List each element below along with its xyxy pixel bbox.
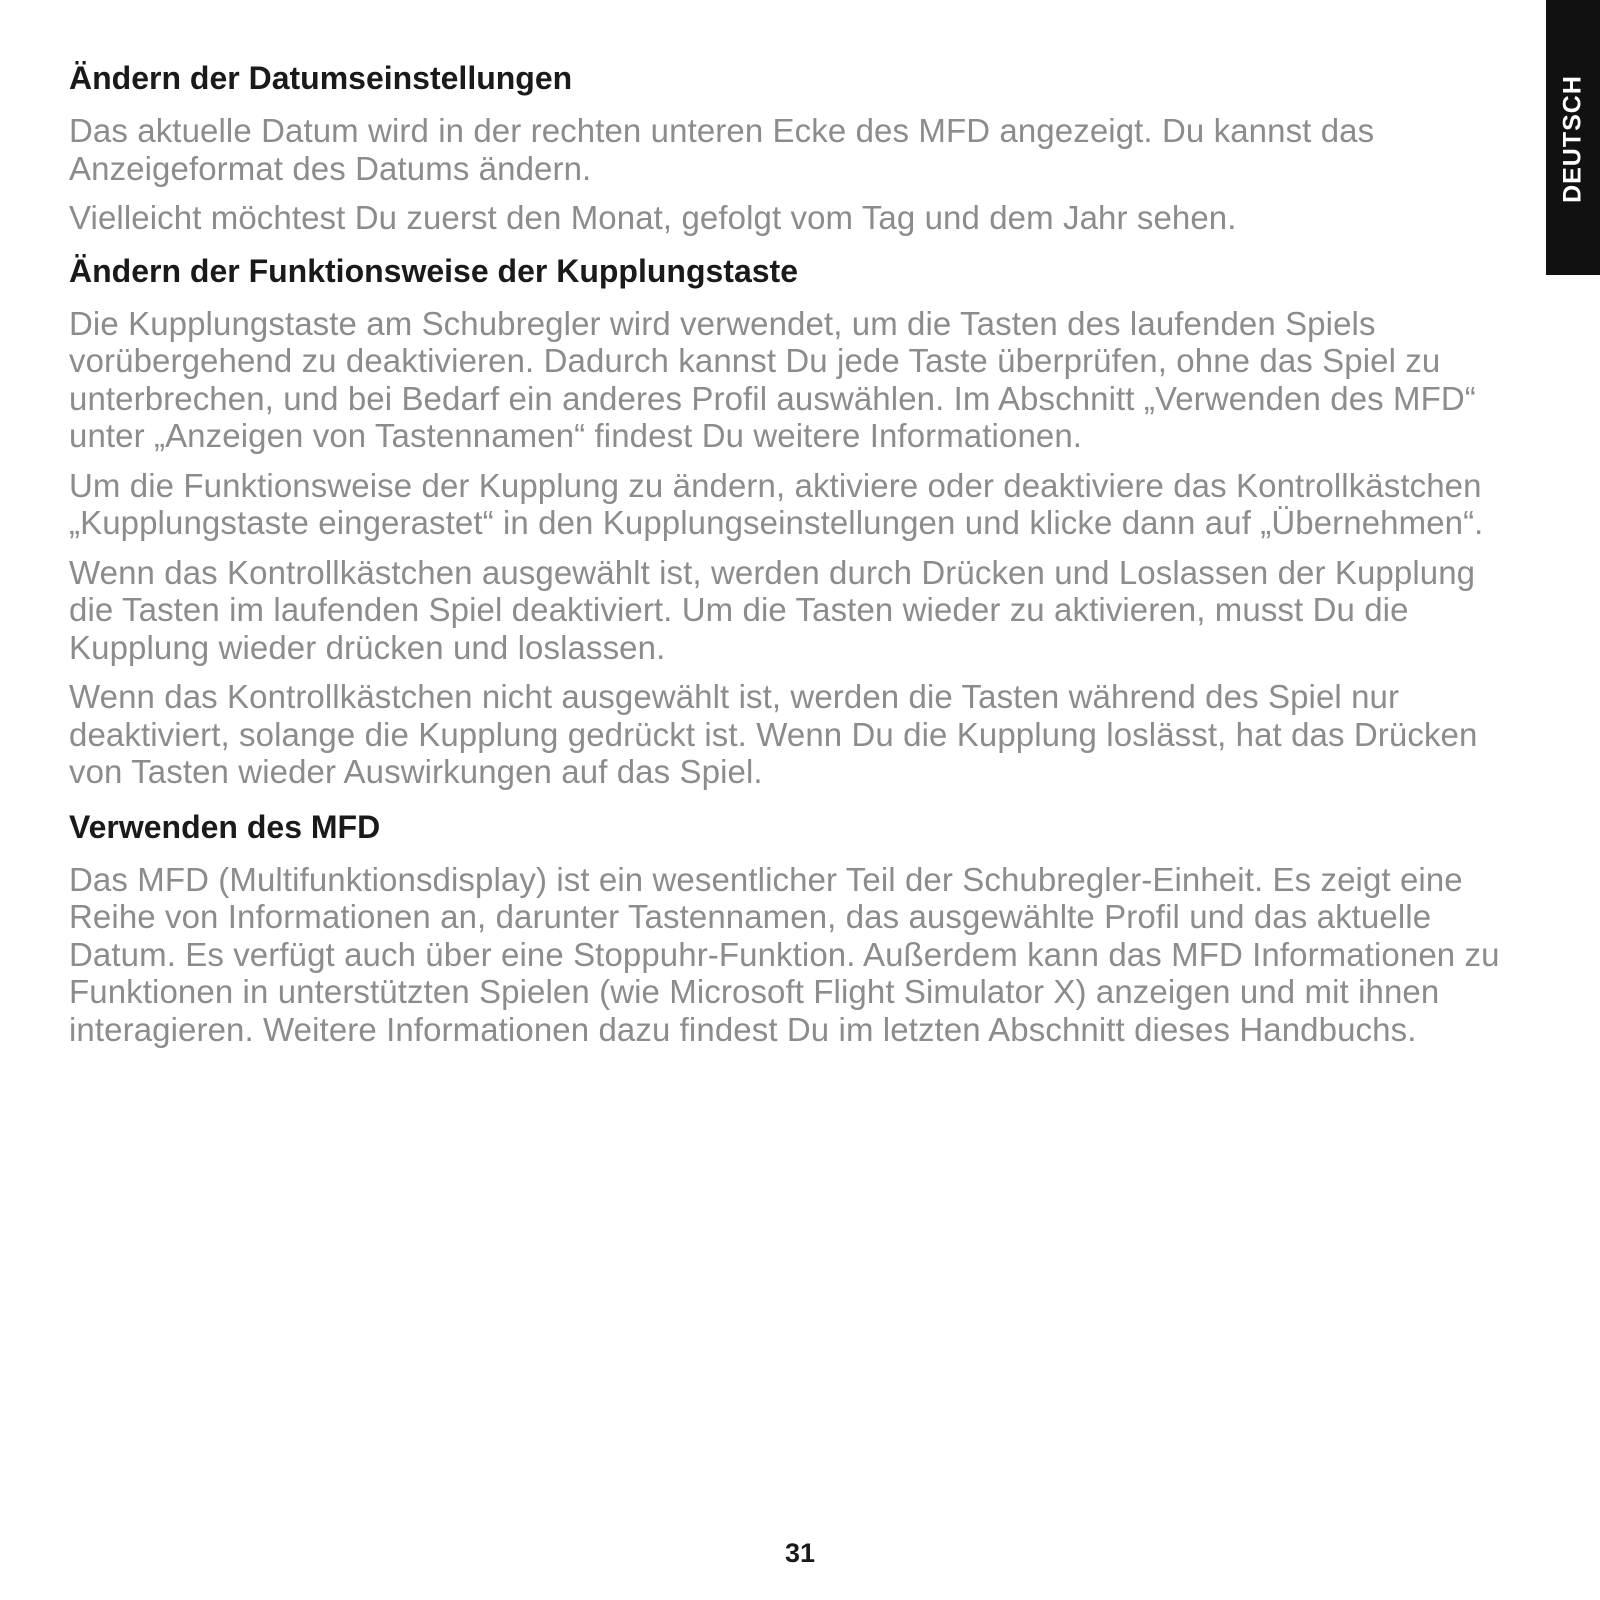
- paragraph: Vielleicht möchtest Du zuerst den Monat, gefolgt vom Tag und dem Jahr sehen.: [69, 199, 1237, 236]
- paragraph: Das MFD (Multifunktionsdisplay) ist ein wesentlicher Teil der Schubregler-Einheit. Es zeigt eine Reihe von Informationen an, darunter Tastennamen, das ausgewählte Profil und das aktuelle Datum. Es verfügt auch über eine Stoppuhr-Funktion. Außerdem kann das MFD Informationen zu Funktionen in unterstützten Spielen (wie Microsoft Flight Simulator X) anzeigen und mit ihnen interagieren. Weitere Informationen dazu findest Du im letzten Abschnitt dieses Handbuchs.: [69, 860, 1500, 1048]
- section-clutch-button: [69, 251, 1509, 791]
- section-using-mfd: [69, 807, 1509, 1049]
- paragraph: Wenn das Kontrollkästchen nicht ausgewählt ist, werden die Tasten während des Spiel nur deaktiviert, solange die Kupplung gedrückt ist. Wenn Du die Kupplung loslässt, hat das Drücken von Tasten wieder Auswirkungen auf das Spiel.: [69, 678, 1478, 790]
- paragraph: Um die Funktionsweise der Kupplung zu ändern, aktiviere oder deaktiviere das Kontrollkästchen „Kupplungstaste eingerastet“ in den Kupplungseinstellungen und klicke dann auf „Übernehmen“.: [69, 466, 1484, 541]
- paragraph: Die Kupplungstaste am Schubregler wird verwendet, um die Tasten des laufenden Spiels vorübergehend zu deaktivieren. Dadurch kannst Du jede Taste überprüfen, ohne das Spiel zu unterbrechen, und bei Bedarf ein anderes Profil auswählen. Im Abschnitt „Verwenden des MFD“ unter „Anzeigen von Tastennamen“ findest Du weitere Informationen.: [69, 304, 1476, 454]
- paragraph: Wenn das Kontrollkästchen ausgewählt ist, werden durch Drücken und Loslassen der Kupplung die Tasten im laufenden Spiel deaktiviert. Um die Tasten wieder zu aktivieren, musst Du die Kupplung wieder drücken und loslassen.: [69, 553, 1476, 666]
- page-number: 31: [784, 1538, 816, 1568]
- page-content: [69, 58, 1509, 1060]
- paragraph: Das aktuelle Datum wird in der rechten unteren Ecke des MFD angezeigt. Du kannst das Anzeigeformat des Datums ändern.: [69, 112, 1375, 187]
- language-tab-label: DEUTSCH: [1558, 75, 1587, 203]
- section-date-settings: [69, 58, 1509, 237]
- section-heading: Ändern der Datumseinstellungen: [69, 60, 573, 96]
- section-heading: Verwenden des MFD: [69, 808, 381, 845]
- language-tab: [1546, 0, 1600, 275]
- section-heading: Ändern der Funktionsweise der Kupplungstaste: [69, 252, 798, 289]
